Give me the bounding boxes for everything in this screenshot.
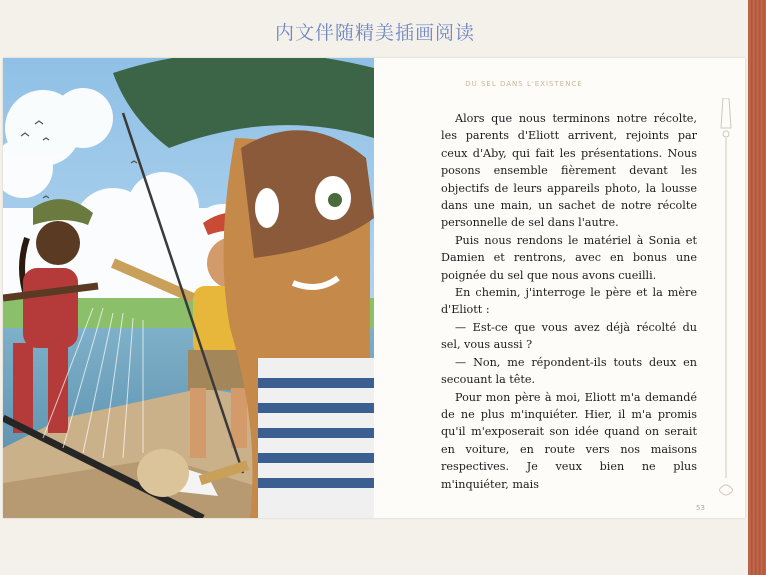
paragraph: — Est-ce que vous avez déjà récolté du sel, vous aussi ?	[441, 320, 697, 352]
paragraph: En chemin, j'interroge le père et la mère d'Eliott :	[441, 286, 697, 317]
book-edge-strip	[748, 0, 766, 575]
illustration-page	[3, 58, 374, 518]
paragraph: — Non, me répondent-ils touts deux en secouant la tête.	[441, 355, 697, 387]
caption-title: 内文伴随精美插画阅读	[274, 22, 475, 44]
paragraph: Alors que nous terminons notre récolte, les parents d'Eliott arrivent, rejoints par ceux d'Aby, qui fait les présentations. Nous posons ensemble fièrement devant les objectifs de leurs appareils photo, la lousse dans une main, un sachet de notre récolte personnelle de sel dans l'autre.	[441, 112, 697, 230]
rake-margin-ornament	[719, 98, 733, 508]
body-text	[441, 110, 697, 493]
paragraph: Pour mon père à moi, Eliott m'a demandé de ne plus m'inquiéter. Hier, il m'a promis qu'il m'exposerait son idée quand on serait en voiture, en route vers nos maisons respectives. Je veux bien ne plus m'inquiéter, mais	[441, 390, 697, 491]
book-spread	[3, 58, 745, 518]
paragraph: Puis nous rendons le matériel à Sonia et Damien et rentrons, avec en bonus une poignée du sel que nous avons cueilli.	[441, 233, 697, 282]
salt-marsh-illustration	[3, 58, 374, 518]
text-page	[374, 58, 745, 518]
page-number: 53	[696, 504, 705, 512]
running-head: DU SEL DANS L'EXISTENCE	[465, 80, 583, 88]
